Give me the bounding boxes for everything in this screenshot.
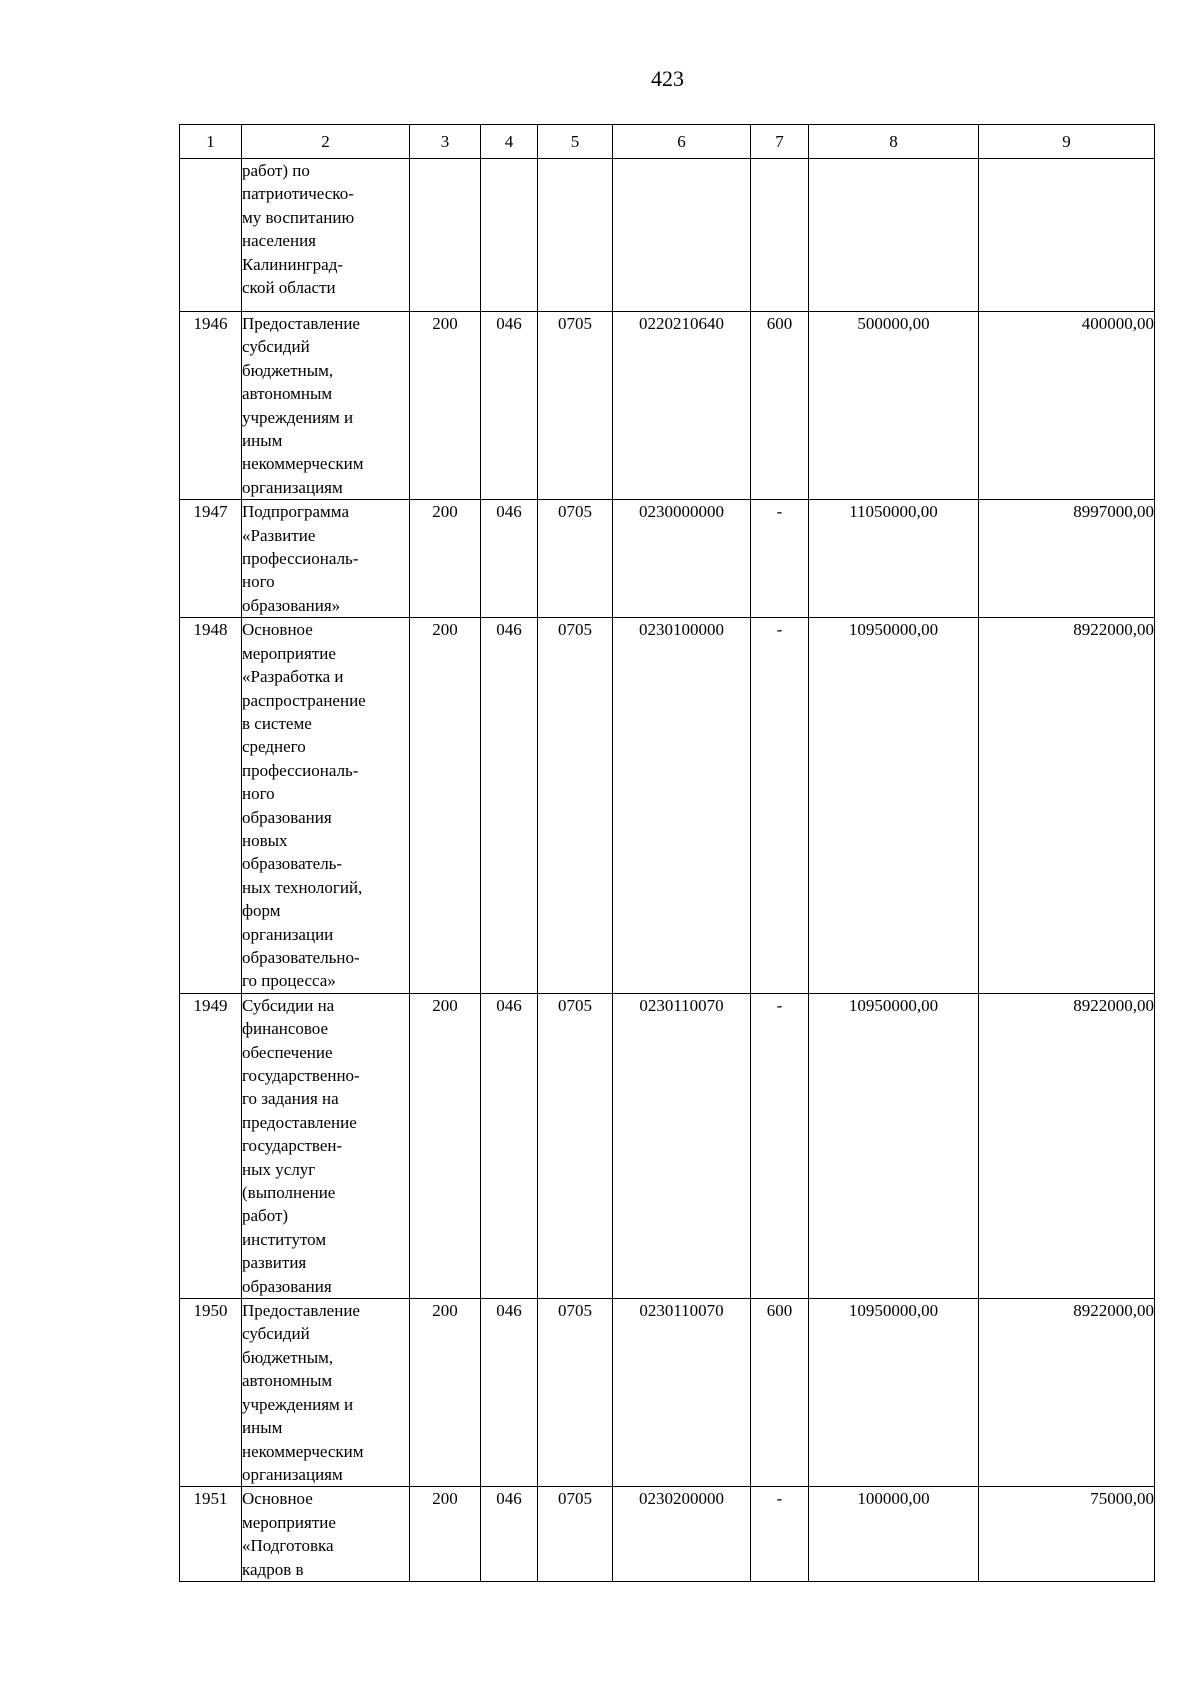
target-code: 0230100000 (613, 618, 751, 994)
item-name: Предоставление субсидий бюджетным, автономным учреждениям и иным некоммерческим организациям (242, 312, 410, 500)
chapter-code: 046 (481, 618, 538, 994)
target-code (613, 159, 751, 312)
section-code: 0705 (538, 993, 613, 1298)
target-code: 0230110070 (613, 993, 751, 1298)
ministry-code: 200 (410, 500, 481, 618)
column-header-6: 6 (613, 125, 751, 159)
table-row (180, 993, 1155, 1298)
table-row (180, 312, 1155, 500)
chapter-code: 046 (481, 1487, 538, 1582)
chapter-code: 046 (481, 993, 538, 1298)
column-header-5: 5 (538, 125, 613, 159)
row-number: 1949 (180, 993, 242, 1298)
column-header-4: 4 (481, 125, 538, 159)
ministry-code: 200 (410, 993, 481, 1298)
item-name: Субсидии на финансовое обеспечение государственно- го задания на предоставление государствен- ных услуг (выполнение работ) институтом развития образования (242, 993, 410, 1298)
chapter-code: 046 (481, 500, 538, 618)
amount-col9: 8922000,00 (979, 1299, 1155, 1487)
column-header-9: 9 (979, 125, 1155, 159)
header-row (180, 125, 1155, 159)
amount-col8: 100000,00 (809, 1487, 979, 1582)
amount-col8: 10950000,00 (809, 1299, 979, 1487)
chapter-code: 046 (481, 312, 538, 500)
row-number: 1947 (180, 500, 242, 618)
table-row (180, 1299, 1155, 1487)
amount-col9: 8922000,00 (979, 618, 1155, 994)
row-number: 1948 (180, 618, 242, 994)
column-header-2: 2 (242, 125, 410, 159)
row-number (180, 159, 242, 312)
amount-col8: 500000,00 (809, 312, 979, 500)
ministry-code: 200 (410, 1487, 481, 1582)
target-code: 0230200000 (613, 1487, 751, 1582)
expense-type-code: - (751, 618, 809, 994)
ministry-code: 200 (410, 1299, 481, 1487)
amount-col8: 10950000,00 (809, 993, 979, 1298)
column-header-3: 3 (410, 125, 481, 159)
item-name: работ) по патриотическо- му воспитанию населения Калининград- ской области (242, 159, 410, 312)
chapter-code: 046 (481, 1299, 538, 1487)
amount-col9: 75000,00 (979, 1487, 1155, 1582)
column-header-1: 1 (180, 125, 242, 159)
amount-col9: 400000,00 (979, 312, 1155, 500)
expense-type-code (751, 159, 809, 312)
expense-type-code: 600 (751, 1299, 809, 1487)
column-header-8: 8 (809, 125, 979, 159)
target-code: 0220210640 (613, 312, 751, 500)
ministry-code (410, 159, 481, 312)
row-number: 1946 (180, 312, 242, 500)
expense-type-code: - (751, 993, 809, 1298)
amount-col8: 11050000,00 (809, 500, 979, 618)
amount-col9 (979, 159, 1155, 312)
table-row (180, 1487, 1155, 1582)
section-code (538, 159, 613, 312)
item-name: Подпрограмма «Развитие профессиональ- ного образования» (242, 500, 410, 618)
row-number: 1950 (180, 1299, 242, 1487)
item-name: Предоставление субсидий бюджетным, автономным учреждениям и иным некоммерческим организациям (242, 1299, 410, 1487)
table-row (180, 159, 1155, 312)
ministry-code: 200 (410, 312, 481, 500)
amount-col9: 8922000,00 (979, 993, 1155, 1298)
item-name: Основное мероприятие «Разработка и распространение в системе среднего профессиональ- ного образования новых образователь- ных технологий, форм организации образовательно- го процесса» (242, 618, 410, 994)
chapter-code (481, 159, 538, 312)
table-body (180, 159, 1155, 1582)
table-row (180, 618, 1155, 994)
amount-col8 (809, 159, 979, 312)
expense-type-code: - (751, 500, 809, 618)
budget-table (179, 124, 1155, 1582)
amount-col9: 8997000,00 (979, 500, 1155, 618)
row-number: 1951 (180, 1487, 242, 1582)
item-name: Основное мероприятие «Подготовка кадров в (242, 1487, 410, 1582)
section-code: 0705 (538, 500, 613, 618)
page-number: 423 (651, 66, 684, 91)
section-code: 0705 (538, 618, 613, 994)
table-header (180, 125, 1155, 159)
amount-col8: 10950000,00 (809, 618, 979, 994)
section-code: 0705 (538, 312, 613, 500)
table-row (180, 500, 1155, 618)
ministry-code: 200 (410, 618, 481, 994)
column-header-7: 7 (751, 125, 809, 159)
target-code: 0230000000 (613, 500, 751, 618)
expense-type-code: 600 (751, 312, 809, 500)
section-code: 0705 (538, 1487, 613, 1582)
expense-type-code: - (751, 1487, 809, 1582)
section-code: 0705 (538, 1299, 613, 1487)
target-code: 0230110070 (613, 1299, 751, 1487)
